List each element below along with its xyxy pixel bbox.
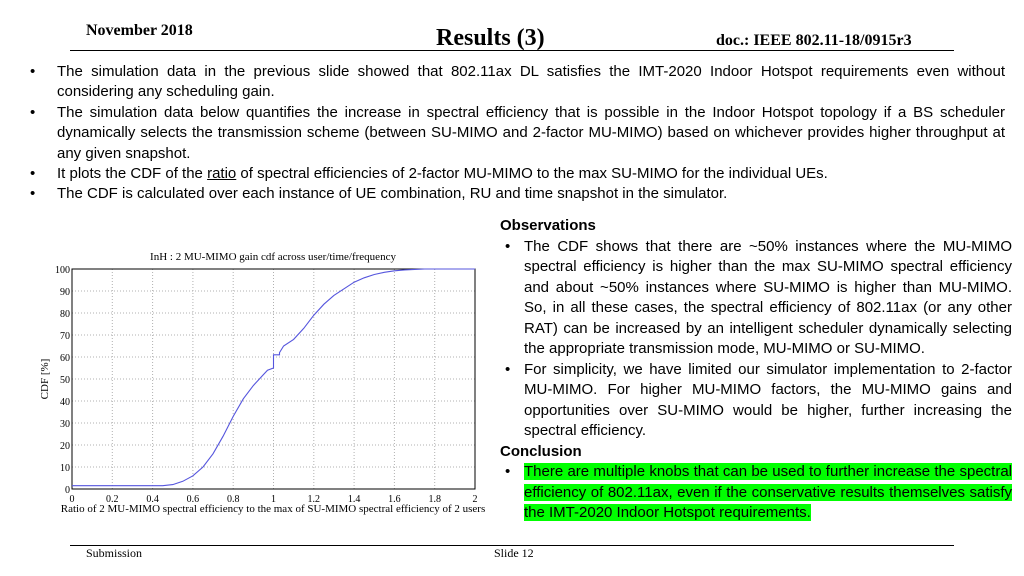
observation-item [500, 237, 1012, 360]
y-tick-label: 90 [60, 287, 70, 298]
observations-list [500, 237, 1012, 442]
conclusion-item [500, 462, 1012, 524]
x-tick-label: 0.2 [106, 494, 119, 505]
observations-panel [500, 216, 1012, 524]
conclusion-text-highlighted: There are multiple knobs that can be used to further increase the spectral efficiency of 802.11ax, even if the conservative results themselves satisfy the IMT-2020 Indoor Hotspot requirements. [524, 463, 1012, 521]
bullet-item [30, 103, 1005, 164]
document-id: doc.: IEEE 802.11-18/0915r3 [716, 32, 912, 49]
bullet-icon: • [505, 463, 511, 480]
x-tick-label: 1.6 [388, 494, 401, 505]
chart-grid [72, 269, 475, 489]
observation-text: For simplicity, we have limited our simulator implementation to 2-factor MU-MIMO. For higher MU-MIMO factors, the MU-MIMO gains and opportunities over SU-MIMO would be higher, further increasing the spectral efficiency. [524, 360, 1012, 439]
observations-heading: Observations [500, 217, 596, 234]
y-tick-label: 70 [60, 331, 70, 342]
header-rule [70, 50, 954, 51]
bullet-text: The simulation data in the previous slide showed that 802.11ax DL satisfies the IMT-2020 Indoor Hotspot requirements even without considering any scheduling gain. [57, 63, 1005, 101]
bullet-text-pre: It plots the CDF of the [57, 165, 208, 183]
cdf-chart [0, 244, 500, 518]
y-axis-ticks [55, 265, 70, 496]
x-tick-label: 1.4 [347, 494, 361, 505]
header-date: November 2018 [86, 22, 193, 39]
y-tick-label: 60 [60, 353, 70, 364]
bullet-item [30, 164, 1005, 184]
y-tick-label: 50 [60, 375, 70, 386]
bullet-text: The simulation data below quantifies the increase in spectral efficiency that is possible in the Indoor Hotspot topology if a BS scheduler dynamically selects the transmission scheme (between SU-MIMO and 2-factor MU-MIMO) based on whichever provides higher throughput at any given snapshot. [57, 103, 1005, 162]
footer-slide-number: Slide 12 [494, 546, 534, 560]
y-axis-label: CDF [%] [39, 358, 51, 400]
conclusion-heading: Conclusion [500, 442, 582, 460]
footer-submission: Submission [86, 546, 143, 560]
x-tick-label: 2 [472, 494, 478, 505]
bullet-item [30, 184, 1005, 204]
x-tick-label: 0.6 [186, 494, 200, 505]
y-tick-label: 0 [65, 485, 70, 496]
bullet-icon: • [30, 165, 36, 183]
x-tick-label: 0.8 [226, 494, 240, 505]
chart-title: InH : 2 MU-MIMO gain cdf across user/time/frequency [150, 251, 396, 263]
x-tick-label: 1 [271, 494, 276, 505]
bullet-icon: • [30, 103, 36, 121]
y-tick-label: 80 [60, 309, 70, 320]
bullet-icon: • [30, 63, 36, 80]
y-tick-label: 10 [60, 463, 70, 474]
page-title: Results (3) [436, 25, 545, 51]
observation-text: The CDF shows that there are ~50% instances where the MU-MIMO spectral efficiency is higher than the max SU-MIMO spectral efficiency and about ~50% instances where SU-MIMO is higher than MU-MIMO. So, in all these cases, the spectral efficiency of 802.11ax (or any other RAT) can be increased by an intelligent scheduler dynamically selecting the appropriate transmission mode, MU-MIMO or SU-MIMO. [524, 237, 1012, 357]
bullet-icon: • [30, 185, 36, 203]
x-axis-label: Ratio of 2 MU-MIMO spectral efficiency to the max of SU-MIMO spectral efficiency of 2 users [60, 503, 486, 515]
x-tick-label: 1.8 [428, 494, 441, 505]
bullet-text-underlined: ratio [207, 165, 237, 183]
bullet-text-post: of spectral efficiencies of 2-factor MU-MIMO to the max SU-MIMO for the individual UEs. [236, 165, 828, 183]
x-tick-label: 0 [69, 494, 75, 505]
bullet-icon: • [505, 237, 511, 255]
bullet-item [30, 62, 1005, 103]
intro-bullet-list [30, 62, 1005, 205]
x-tick-label: 1.2 [307, 494, 321, 505]
conclusion-list [500, 462, 1012, 524]
y-tick-label: 40 [60, 397, 70, 408]
y-tick-label: 100 [55, 265, 70, 276]
x-tick-label: 0.4 [146, 494, 159, 505]
bullet-icon: • [505, 360, 511, 378]
y-tick-label: 30 [60, 419, 70, 430]
observation-item [500, 360, 1012, 442]
bullet-text: The CDF is calculated over each instance of UE combination, RU and time snapshot in the simulator. [57, 185, 728, 203]
y-tick-label: 20 [60, 441, 70, 452]
